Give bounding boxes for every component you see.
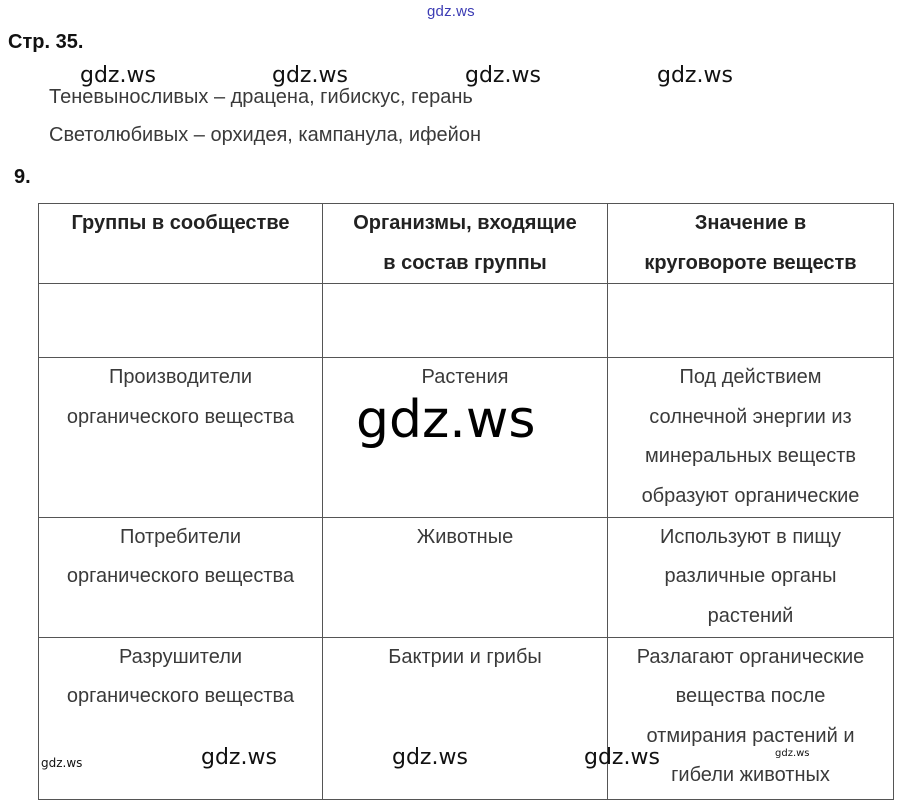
- watermark-row-3: gdz.ws: [465, 63, 541, 88]
- watermark-bottom-3: gdz.ws: [584, 745, 660, 770]
- watermark-row-2: gdz.ws: [272, 63, 348, 88]
- watermark-row-1: gdz.ws: [80, 63, 156, 88]
- watermark-bottom-1: gdz.ws: [201, 745, 277, 770]
- watermark-row-4: gdz.ws: [657, 63, 733, 88]
- table-cell-group: Потребители органического вещества: [39, 517, 323, 637]
- answer-line-light-loving: Светолюбивых – орхидея, кампанула, ифейон: [49, 124, 482, 146]
- community-groups-table: [38, 203, 894, 800]
- task-number: 9.: [14, 166, 31, 188]
- table-row-consumers: [39, 517, 894, 637]
- watermark-center: gdz.ws: [356, 390, 536, 450]
- table-cell: [608, 284, 894, 358]
- header-role: Значение в круговороте веществ: [608, 204, 894, 284]
- table-row-empty: [39, 284, 894, 358]
- watermark-bottom-2: gdz.ws: [392, 745, 468, 770]
- table-cell: [39, 284, 323, 358]
- table-cell-role: Разлагают органические вещества после отмирания растений и гибели животных: [608, 637, 894, 799]
- watermark-bottom-small: gdz.ws: [41, 756, 83, 770]
- header-groups: Группы в сообществе: [39, 204, 323, 284]
- table-cell-organisms: Животные: [323, 517, 608, 637]
- watermark-top: gdz.ws: [427, 3, 475, 20]
- page-reference: Стр. 35.: [8, 31, 84, 53]
- table-header-row: [39, 204, 894, 284]
- table-cell-organisms: Растения: [323, 358, 608, 517]
- table-cell: [323, 284, 608, 358]
- header-organisms: Организмы, входящие в состав группы: [323, 204, 608, 284]
- table-cell-group: Производители органического вещества: [39, 358, 323, 517]
- watermark-bottom-tiny: gdz.ws: [775, 748, 810, 759]
- table-cell-role: Под действием солнечной энергии из минеральных веществ образуют органические: [608, 358, 894, 517]
- table-cell-organisms: Бактрии и грибы: [323, 637, 608, 799]
- table-cell-role: Используют в пищу различные органы растений: [608, 517, 894, 637]
- answer-line-shade-tolerant: Теневыносливых – драцена, гибискус, герань: [49, 86, 473, 108]
- table-row-decomposers: [39, 637, 894, 799]
- table-cell-group: Разрушители органического вещества: [39, 637, 323, 799]
